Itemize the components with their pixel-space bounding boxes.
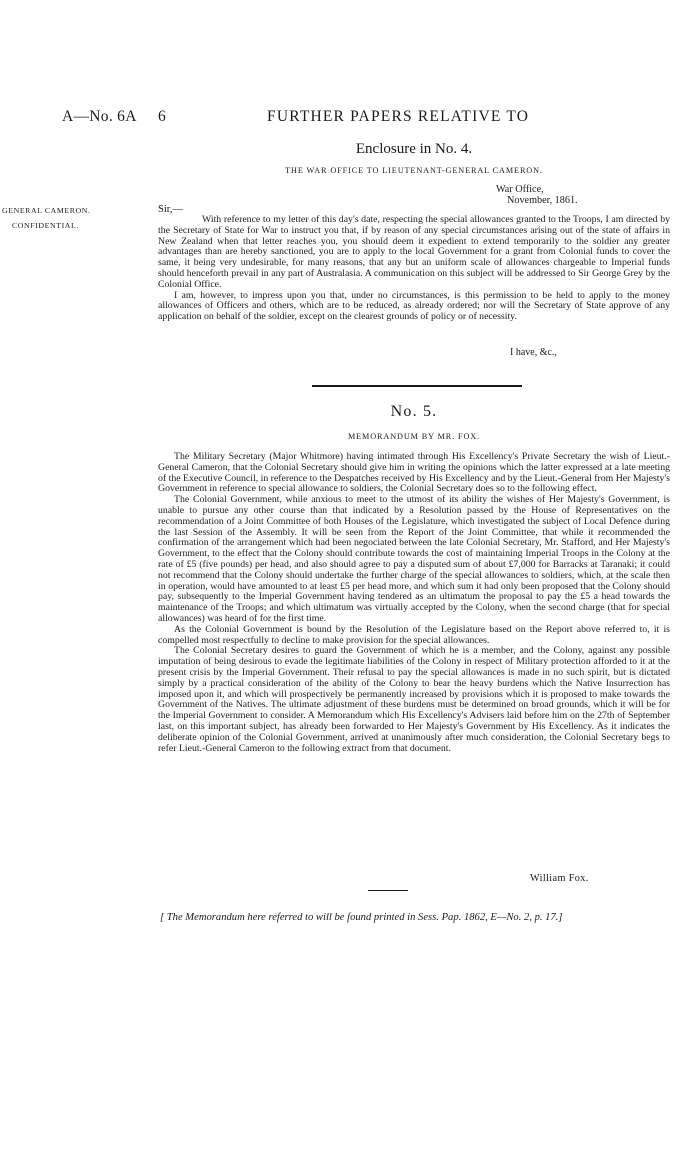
enclosure-heading: Enclosure in No. 4.	[355, 141, 473, 157]
margin-note-addressee: GENERAL CAMERON.	[2, 206, 91, 215]
letter-paragraph: I am, however, to impress upon you that, under no circumstances, is this permission to be held to apply to the money allowances of Officers and others, which are to be reduced, as already ordered; nor will the Secretary of State approve of any application on behalf of the soldier, except on the clearest grounds of policy or of necessity.	[158, 289, 670, 323]
memorandum-paragraph: The Colonial Secretary desires to guard the Government of which he is a member, and the Colony, against any possible imputation of being desirous to evade the legitimate liabilities of the Colony in respect of Military protection afforded to it at the present crisis by the Imperial Government. Their refusal to pay the special allowances is made in no such spirit, but is dictated simply by a practical consideration of the ability of the Colony to bear the heavy burdens which the Native Insurrection has imposed upon it, and which will prospectively be permanently increased by provisions which it is proposed to make towards the Government of the Natives. The ultimate adjustment of these burdens must be determined on broad grounds, which it will be for the Imperial Government to consider. A Memorandum which His Excellency's Advisers laid before him on the 27th of September last, on this important subject, has already been forwarded to Her Majesty's Government by His Excellency. As it indicates the deliberate opinion of the Colonial Government, arrived at unanimously after much consideration, the Colonial Secretary begs to refer Lieut.-General Cameron to the following extract from that document.	[158, 645, 670, 754]
running-head	[62, 108, 670, 132]
memorandum-body	[158, 452, 670, 754]
page-number: 6	[158, 108, 166, 125]
memorandum-paragraph: The Military Secretary (Major Whitmore) having intimated through His Excellency's Private Secretary the wish of Lieut.-General Cameron, that the Colonial Secretary should give him in writing the opinions which the latter expressed at a late meeting of the Executive Council, in reference to the Despatches received by His Excellency and by the Lieut.-General from Her Majesty's Government in reference to special allowance to soldiers, the Colonial Secretary does so to the following effect.	[158, 451, 670, 495]
memorandum-paragraph: As the Colonial Government is bound by the Resolution of the Legislature based on the Report above referred to, it is compelled most respectfully to decline to make provision for the special allowances.	[158, 623, 670, 646]
dateline	[496, 184, 676, 206]
letter-paragraph: With reference to my letter of this day's date, respecting the special allowances granted to the Troops, I am directed by the Secretary of State for War to instruct you that, if by reason of any special circumstances arising out of the state of affairs in New Zealand when that letter reaches you, you should deem it expedient to extend temporarily to the soldier any greater advantages than are hereby sanctioned, you are to apply to the local Government for a grant from Colonial funds to cover the same, it being very undesirable, for many reasons, that any but an uniform scale of allowances chargeable to Imperial funds should henceforth prevail in any part of Australasia. A communication on this subject will be addressed to Sir George Grey by the Colonial Office.	[158, 214, 670, 290]
running-title: FURTHER PAPERS RELATIVE TO	[267, 108, 530, 125]
memorandum-heading: MEMORANDUM BY MR. FOX.	[347, 432, 481, 441]
letter-body	[158, 215, 670, 323]
closing-rule	[368, 890, 408, 891]
salutation: Sir,—	[158, 204, 183, 215]
letter-signoff: I have, &c.,	[510, 347, 557, 358]
document-reference: A—No. 6A	[62, 108, 137, 125]
footnote: [ The Memorandum here referred to will be found printed in Sess. Pap. 1862, E—No. 2, p. 17.]	[160, 912, 563, 923]
memorandum-signature: William Fox.	[530, 873, 589, 884]
section-divider	[312, 385, 522, 387]
letter-heading: THE WAR OFFICE TO LIEUTENANT-GENERAL CAMERON.	[285, 166, 543, 175]
memorandum-paragraph: The Colonial Government, while anxious to meet to the utmost of its ability the wishes of Her Majesty's Government, is unable to pursue any other course than that indicated by a Resolution passed by the House of Representatives on the recommendation of a Joint Committee of both Houses of the Legislature, which investigated the subject of Local Defence during the last Session of the Assembly. It will be seen from the Report of the Joint Committee, that while it recommended the confirmation of the arrangement which had been negociated between the late Colonial Secretary, Mr. Stafford, and Her Majesty's Government, to the effect that the Colony should contribute towards the cost of maintaining Imperial Troops in the Colony at the rate of £5 (five pounds) per head, and also should agree to pay a disputed sum of about £7,000 for Barracks at Taranaki; it could not recommend that the Colony should undertake the further charge of the special allowances to soldiers, which, at the scale then in operation, would have amounted to at least £5 per head more, and which sum it had only been proposed that the Colony should pay, subsequently to the Imperial Government having tendered as an ultimatum the proposal to pay the £5 a head towards the maintenance of the Troops; and which ultimatum was virtually accepted by the Colony, when the second charge (that for special allowances) was heard of for the first time.	[158, 494, 670, 624]
sender-place: War Office,	[496, 184, 544, 195]
margin-note-classification: CONFIDENTIAL.	[12, 221, 79, 230]
document-number: No. 5.	[390, 403, 438, 420]
letter-date: November, 1861.	[507, 195, 578, 206]
